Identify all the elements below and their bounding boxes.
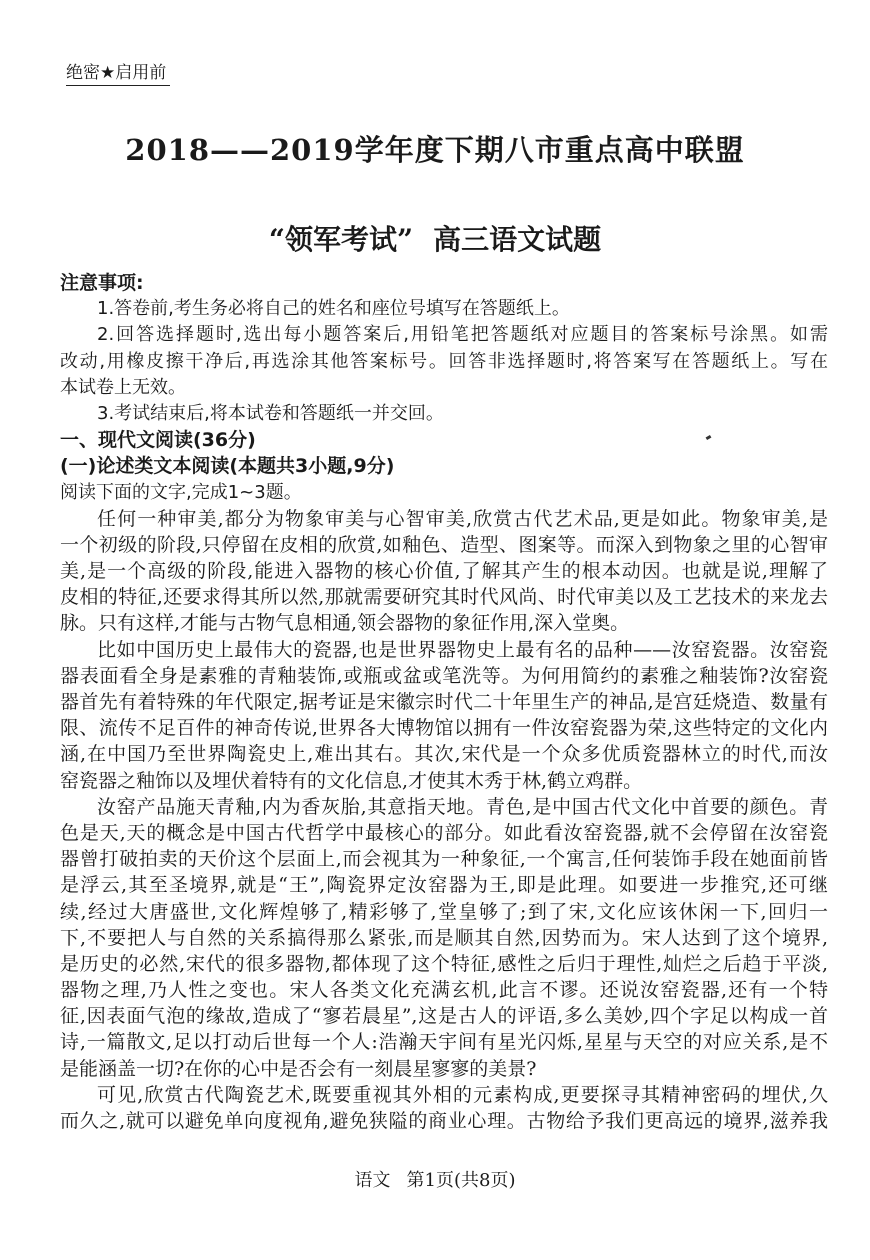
notes-list — [60, 296, 828, 427]
passage-paragraph — [60, 794, 828, 1082]
text-line: 比如中国历史上最伟大的瓷器,也是世界器物史上最有名的品种——汝窑瓷器。汝窑瓷 — [97, 638, 828, 661]
text-line: 任何一种审美,都分为物象审美与心智审美,欣赏古代艺术品,更是如此。物象审美,是 — [97, 507, 828, 530]
text-line: 而久之,就可以避免单向度视角,避免狭隘的商业心理。古物给予我们更高远的境界,滋养我 — [60, 1110, 828, 1132]
exam-title: 2018——2019学年度下期八市重点高中联盟 — [125, 133, 745, 167]
section-subheading: (一)论述类文本阅读(本题共3小题,9分) — [60, 455, 395, 478]
note-item — [60, 401, 828, 427]
text-line: 下,不要把人与自然的关系搞得那么紧张,而是顺其自然,因势而为。宋人达到了这个境界, — [60, 926, 828, 949]
text-line: 器曾打破拍卖的天价这个层面上,而会视其为一种象征,一个寓言,任何装饰手段在她面前皆 — [60, 848, 828, 871]
text-line: 可见,欣赏古代陶瓷艺术,既要重视其外相的元素构成,更要探寻其精神密码的埋伏,久 — [97, 1083, 828, 1106]
text-line: 汝窑产品施天青釉,内为香灰胎,其意指天地。青色,是中国古代文化中首要的颜色。青 — [97, 795, 828, 818]
text-line: 色是天,天的概念是中国古代哲学中最核心的部分。如此看汝窑瓷器,就不会停留在汝窑瓷 — [60, 821, 828, 844]
page-footer — [0, 1166, 870, 1192]
section-heading: 一、现代文阅读(36分) — [60, 429, 256, 452]
text-line: 是历史的必然,宋代的很多器物,都体现了这个特征,感性之后归于理性,灿烂之后趋于平淡, — [60, 952, 828, 975]
passage-paragraph — [60, 506, 828, 637]
text-line: 2.回答选择题时,选出每小题答案后,用铅笔把答题纸对应题目的答案标号涂黑。如需 — [97, 324, 828, 346]
exam-subtitle — [0, 218, 870, 258]
exam-body — [60, 270, 828, 1134]
reading-passage — [60, 506, 828, 1135]
text-line: 器物之理,乃人性之变也。宋人各类文化充满玄机,此言不谬。还说汝窑瓷器,还有一个特 — [60, 979, 828, 1002]
text-line: 诗,一篇散文,足以打动后世每一个人:浩瀚天宇间有星光闪烁,星星与天空的对应关系,是不 — [60, 1031, 828, 1054]
text-line: 3.考试结束后,将本试卷和答题纸一并交回。 — [97, 402, 444, 424]
text-line: 皮相的特征,还要求得其所以然,那就需要研究其时代风尚、时代审美以及工艺技术的来龙去 — [60, 586, 828, 609]
text-line: 本试卷上无效。 — [60, 376, 186, 398]
text-line: 1.答卷前,考生务必将自己的姓名和座位号填写在答题纸上。 — [97, 298, 570, 320]
note-item — [60, 322, 828, 401]
text-line: 征,因表面气泡的缘故,造成了“寥若晨星”,这是古人的评语,多么美妙,四个字足以构成一首 — [60, 1005, 828, 1028]
passage-paragraph — [60, 637, 828, 794]
footer-subject: 语文 — [354, 1170, 391, 1191]
confidential-label: 绝密★启用前 — [66, 58, 170, 86]
text-line: 窑瓷器之釉饰以及埋伏着特有的文化信息,才使其木秀于林,鹤立鸡群。 — [60, 769, 643, 792]
text-line: 限、流传不足百件的神奇传说,世界各大博物馆以拥有一件汝窑瓷器为荣,这些特定的文化内 — [60, 717, 828, 740]
text-line: 器首先有着特殊的年代限定,据考证是宋徽宗时代二十年里生产的神品,是宫廷烧造、数量有 — [60, 691, 828, 713]
exam-name: “领军考试” — [268, 223, 414, 256]
text-line: 器表面看全身是素雅的青釉装饰,或瓶或盆或笔洗等。为何用简约的素雅之釉装饰?汝窑瓷 — [60, 664, 828, 687]
text-line: 一个初级的阶段,只停留在皮相的欣赏,如釉色、造型、图案等。而深入到物象之里的心智审 — [60, 533, 828, 556]
text-line: 是能涵盖一切?在你的心中是否会有一刻晨星寥寥的美景? — [60, 1057, 537, 1080]
footer-page-number: 第1页(共8页) — [406, 1170, 516, 1191]
note-item — [60, 296, 828, 322]
text-line: 改动,用橡皮擦干净后,再选涂其他答案标号。回答非选择题时,将答案写在答题纸上。写在 — [60, 350, 828, 372]
passage-paragraph — [60, 1082, 828, 1134]
exam-subject: 高三语文试题 — [433, 223, 602, 256]
text-line: 是浮云,其至圣境界,就是“王”,陶瓷界定汝窑器为王,即是此理。如要进一步推究,还可继 — [60, 874, 828, 897]
text-line: 续,经过大唐盛世,文化辉煌够了,精彩够了,堂皇够了;到了宋,文化应该休闲一下,回归一 — [60, 900, 828, 923]
notes-heading: 注意事项: — [60, 272, 144, 294]
reading-instruction: 阅读下面的文字,完成1~3题。 — [60, 481, 302, 503]
text-line: 美,是一个高级的阶段,能进入器物的核心价值,了解其产生的根本动因。也就是说,理解了 — [60, 560, 828, 583]
text-line: 脉。只有这样,才能与古物气息相通,领会器物的象征作用,深入堂奥。 — [60, 612, 630, 635]
text-line: 涵,在中国乃至世界陶瓷史上,难出其右。其次,宋代是一个众多优质瓷器林立的时代,而汝 — [60, 743, 828, 766]
